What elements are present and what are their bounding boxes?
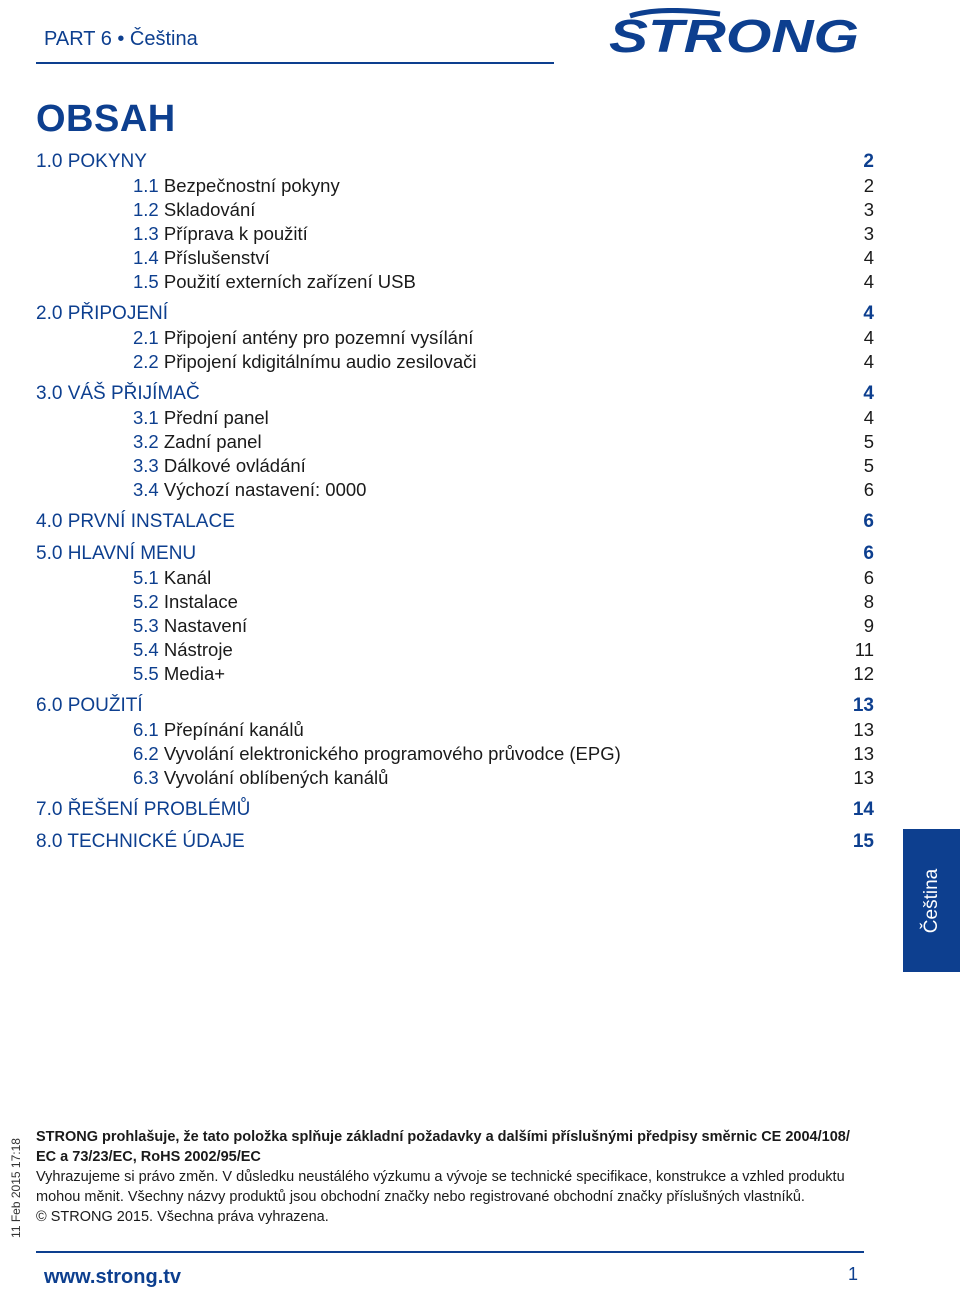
toc-entry[interactable] — [36, 430, 874, 454]
toc-section-page: 6 — [863, 511, 874, 532]
toc-entry[interactable] — [36, 662, 874, 686]
date-stamp: 11 Feb 2015 17:18 — [9, 1138, 23, 1238]
toc-entry-label: Použití externích zařízení USB — [163, 271, 416, 292]
toc-entry[interactable] — [36, 350, 874, 374]
toc-entry-title — [133, 591, 238, 613]
toc-entry-page: 4 — [863, 247, 874, 268]
toc-section-label: 5.0 HLAVNÍ MENU — [36, 543, 197, 564]
toc-section-label: 4.0 PRVNÍ INSTALACE — [36, 511, 235, 532]
toc-entry-title — [133, 407, 269, 429]
toc-section-page: 4 — [863, 303, 874, 324]
toc-title: OBSAH — [36, 98, 176, 140]
toc-section — [36, 510, 874, 534]
toc-entry[interactable] — [36, 326, 874, 350]
toc-section-label: 1.0 POKYNY — [36, 151, 147, 172]
toc-section — [36, 382, 874, 502]
toc-section-label: 6.0 POUŽITÍ — [36, 695, 143, 716]
toc-entry-number: 1.4 — [133, 247, 159, 268]
toc-entry-page: 4 — [863, 327, 874, 348]
toc-entry-label: Vyvolání elektronického programového průvodce (EPG) — [163, 743, 621, 764]
toc-entry-title — [133, 199, 255, 221]
toc-entry[interactable] — [36, 246, 874, 270]
toc-entry[interactable] — [36, 198, 874, 222]
footer-text — [36, 1127, 864, 1227]
toc-entry-number: 5.2 — [133, 591, 159, 612]
toc-section-label: 7.0 ŘEŠENÍ PROBLÉMŮ — [36, 799, 251, 820]
toc-entry-page: 4 — [863, 271, 874, 292]
toc-entry-label: Přední panel — [163, 407, 269, 428]
toc-entry[interactable] — [36, 718, 874, 742]
toc-section-page: 2 — [863, 151, 874, 172]
toc-entry-page: 13 — [853, 743, 874, 764]
toc-section — [36, 694, 874, 790]
footer-divider — [36, 1251, 864, 1253]
toc-entry-label: Nastavení — [163, 615, 248, 636]
toc-entry-title — [133, 271, 416, 293]
toc-section-page: 13 — [852, 695, 874, 716]
toc-entry-label: Příprava k použití — [163, 223, 308, 244]
toc-entry-number: 5.5 — [133, 663, 159, 684]
toc-section-heading[interactable] — [36, 382, 874, 406]
toc-entry-title — [133, 479, 366, 501]
toc-section-page: 14 — [852, 799, 874, 820]
toc-entry-label: Dálkové ovládání — [163, 455, 306, 476]
toc-section — [36, 798, 874, 822]
toc-section-heading[interactable] — [36, 542, 874, 566]
toc-entry-title — [133, 719, 304, 741]
toc-section — [36, 150, 874, 294]
toc-section-page: 4 — [863, 383, 874, 404]
toc-entry-title — [133, 431, 262, 453]
website-link[interactable]: www.strong.tv — [44, 1266, 182, 1288]
toc-entry-page: 12 — [853, 663, 874, 684]
toc-entry[interactable] — [36, 614, 874, 638]
page-number: 1 — [848, 1264, 859, 1284]
change-notice: Vyhrazujeme si právo změn. V důsledku neustálého výzkumu a vývoje se technické specifikace, konstrukce a vzhled produktu mohou měnit. Všechny názvy produktů jsou obchodní značky nebo registrované obchodní značky příslušných vlastníků. — [36, 1169, 845, 1205]
toc-section-heading[interactable] — [36, 798, 874, 822]
toc-entry-page: 3 — [863, 223, 874, 244]
toc-section-page: 15 — [852, 831, 874, 852]
toc-entry[interactable] — [36, 270, 874, 294]
toc-entry-page: 13 — [853, 767, 874, 788]
toc-entry-page: 4 — [863, 351, 874, 372]
toc-entry-label: Skladování — [163, 199, 256, 220]
strong-logo — [600, 8, 868, 60]
toc-entry-number: 6.2 — [133, 743, 159, 764]
toc-entry[interactable] — [36, 478, 874, 502]
toc-entry-number: 5.4 — [133, 639, 159, 660]
toc-entry-label: Připojení antény pro pozemní vysílání — [163, 327, 474, 348]
toc-entry-number: 1.2 — [133, 199, 159, 220]
toc-section-heading[interactable] — [36, 830, 874, 854]
toc-entry-page: 3 — [863, 199, 874, 220]
toc-entry-title — [133, 767, 388, 789]
toc-entry-title — [133, 175, 340, 197]
toc-entry-page: 11 — [854, 639, 874, 660]
copyright: © STRONG 2015. Všechna práva vyhrazena. — [36, 1209, 329, 1225]
toc-entry-title — [133, 663, 225, 685]
toc-entry-number: 5.3 — [133, 615, 159, 636]
toc-entry-label: Zadní panel — [163, 431, 262, 452]
toc-entry[interactable] — [36, 590, 874, 614]
toc-entry-number: 3.3 — [133, 455, 159, 476]
toc-entry-title — [133, 327, 473, 349]
logo-text: STRONG — [609, 10, 859, 60]
toc-entry-title — [133, 223, 308, 245]
toc-entry-number: 3.1 — [133, 407, 159, 428]
toc-section-heading[interactable] — [36, 302, 874, 326]
toc-section — [36, 302, 874, 374]
toc-entry-number: 2.2 — [133, 351, 159, 372]
toc-section-page: 6 — [863, 543, 874, 564]
toc-entry-label: Výchozí nastavení: 0000 — [163, 479, 367, 500]
toc-entry-page: 6 — [863, 567, 874, 588]
toc-section-label: 3.0 VÁŠ PŘIJÍMAČ — [36, 383, 200, 404]
toc-entry-number: 3.4 — [133, 479, 159, 500]
header-divider — [36, 62, 554, 64]
toc-entry-label: Kanál — [163, 567, 212, 588]
toc-entry-number: 1.3 — [133, 223, 159, 244]
toc-entry-title — [133, 351, 476, 373]
toc-entry-title — [133, 639, 233, 661]
toc-entry[interactable] — [36, 222, 874, 246]
toc-entry-title — [133, 567, 211, 589]
toc-entry-number: 2.1 — [133, 327, 159, 348]
toc-entry-page: 4 — [863, 407, 874, 428]
toc-entry-page: 2 — [863, 175, 874, 196]
toc-entry[interactable] — [36, 638, 874, 662]
language-tab — [903, 829, 960, 972]
toc-entry-page: 9 — [863, 615, 874, 636]
toc-entry[interactable] — [36, 742, 874, 766]
part-label: PART 6 • Čeština — [44, 28, 198, 50]
toc-entry[interactable] — [36, 406, 874, 430]
table-of-contents — [36, 150, 874, 862]
toc-entry-label: Instalace — [163, 591, 238, 612]
toc-entry-label: Vyvolání oblíbených kanálů — [163, 767, 389, 788]
toc-entry-title — [133, 455, 306, 477]
toc-entry-page: 5 — [863, 431, 874, 452]
toc-entry-number: 5.1 — [133, 567, 159, 588]
toc-entry-label: Připojení kdigitálnímu audio zesilovači — [163, 351, 477, 372]
toc-entry-page: 13 — [853, 719, 874, 740]
toc-entry-title — [133, 247, 270, 269]
toc-entry-number: 1.1 — [133, 175, 159, 196]
toc-entry-label: Přepínání kanálů — [163, 719, 304, 740]
toc-entry-number: 6.1 — [133, 719, 159, 740]
toc-entry[interactable] — [36, 174, 874, 198]
toc-section-heading[interactable] — [36, 694, 874, 718]
toc-entry-label: Příslušenství — [163, 247, 270, 268]
toc-entry[interactable] — [36, 766, 874, 790]
toc-entry-page: 6 — [863, 479, 874, 500]
toc-section-label: 2.0 PŘIPOJENÍ — [36, 303, 168, 324]
toc-section-label: 8.0 TECHNICKÉ ÚDAJE — [36, 831, 245, 852]
toc-section — [36, 830, 874, 854]
toc-entry-title — [133, 743, 621, 765]
toc-section-heading[interactable] — [36, 150, 874, 174]
toc-entry-label: Media+ — [163, 663, 226, 684]
conformity-declaration: STRONG prohlašuje, že tato položka splňuje základní požadavky a dalšími příslušnými předpisy směrnic CE 2004/108/ EC a 73/23/EC, RoHS 2002/95/EC — [36, 1129, 850, 1165]
toc-entry-page: 8 — [863, 591, 874, 612]
toc-section — [36, 542, 874, 686]
toc-entry-number: 6.3 — [133, 767, 159, 788]
language-tab-label: Čeština — [920, 868, 942, 933]
toc-entry-number: 1.5 — [133, 271, 159, 292]
toc-entry-label: Bezpečnostní pokyny — [163, 175, 340, 196]
toc-entry-title — [133, 615, 247, 637]
toc-entry-page: 5 — [863, 455, 874, 476]
toc-entry[interactable] — [36, 454, 874, 478]
toc-entry-number: 3.2 — [133, 431, 159, 452]
toc-entry[interactable] — [36, 566, 874, 590]
toc-entry-label: Nástroje — [163, 639, 233, 660]
toc-section-heading[interactable] — [36, 510, 874, 534]
